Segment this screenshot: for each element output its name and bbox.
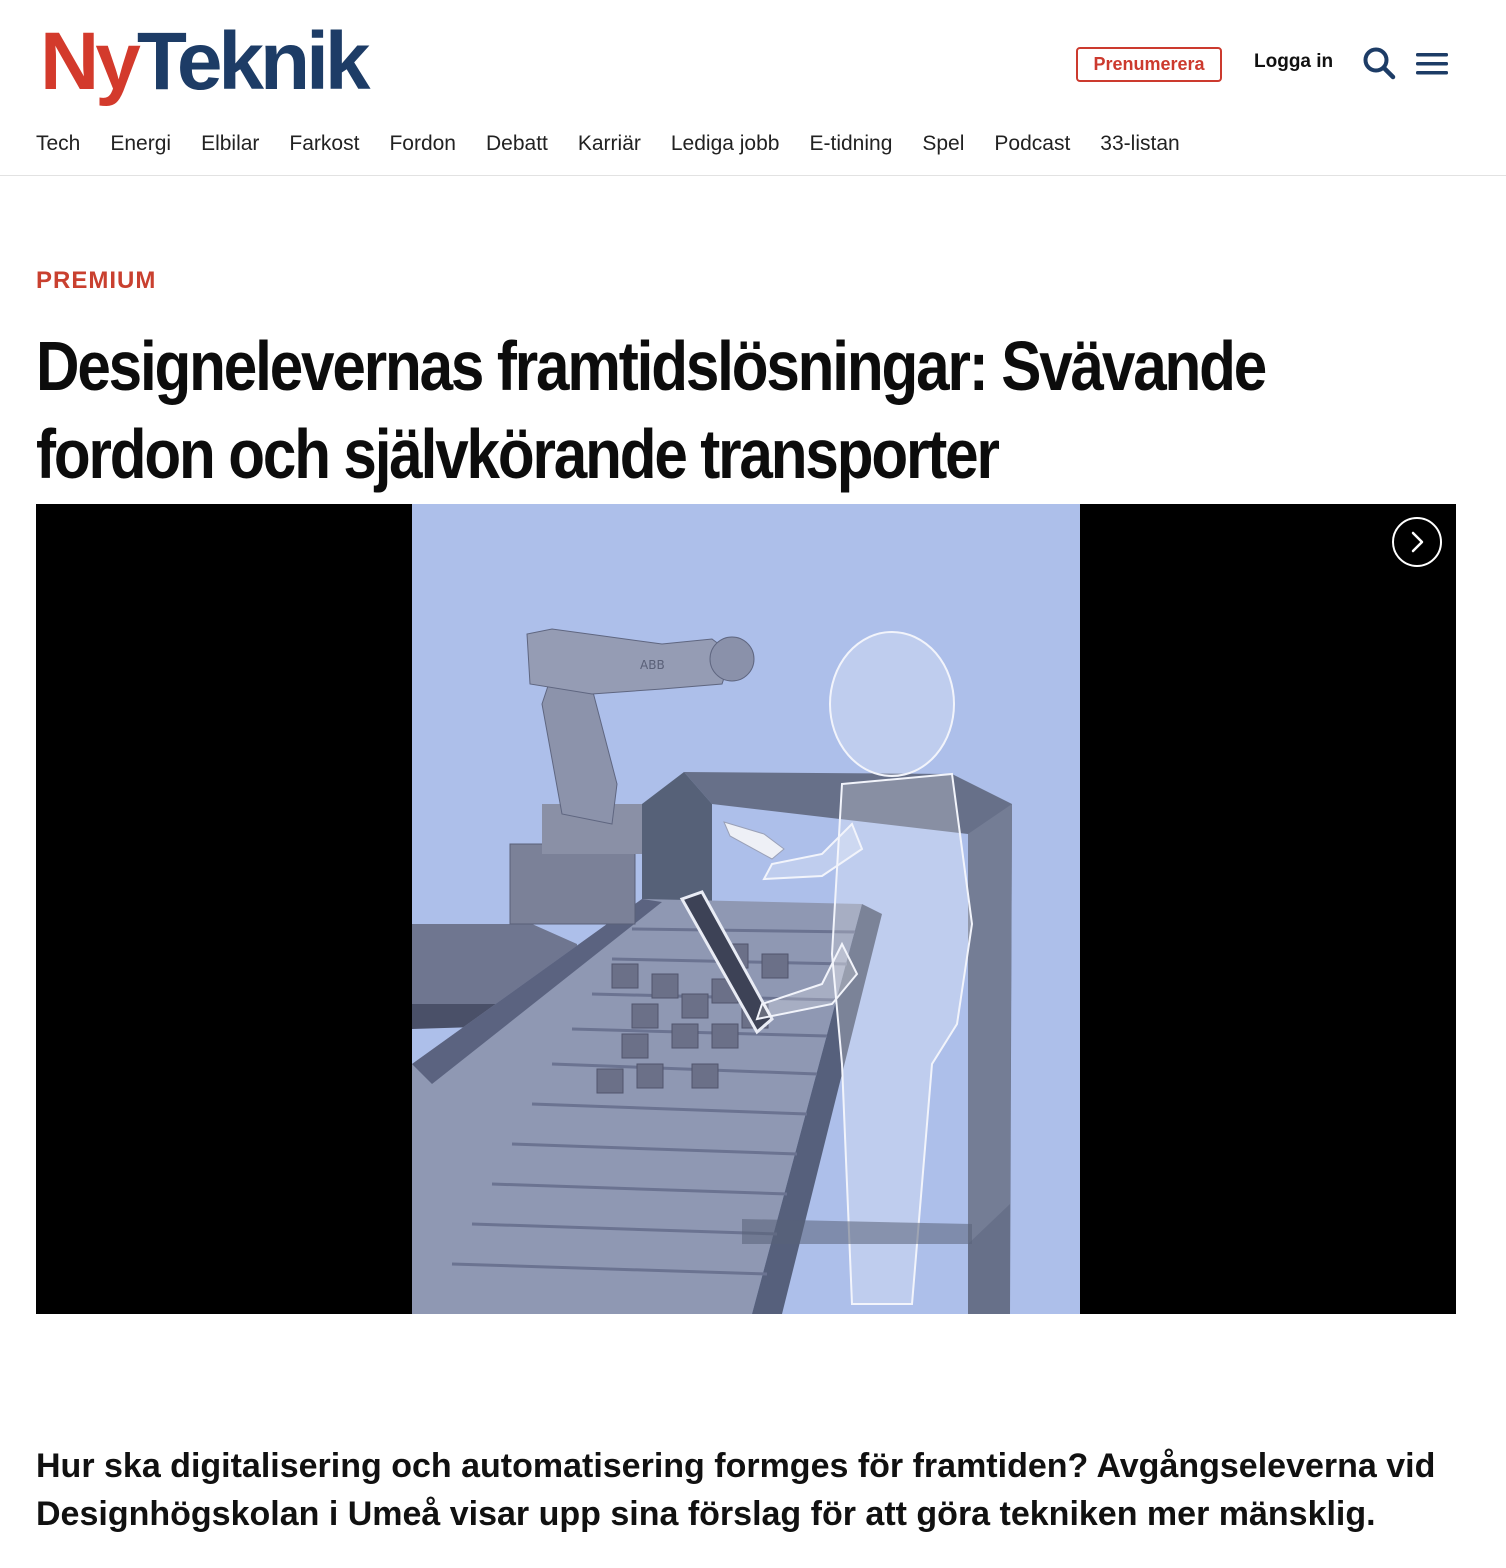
chevron-right-icon <box>1394 519 1440 565</box>
nyteknik-logo[interactable] <box>40 18 367 106</box>
logo-ny: Ny <box>40 16 137 107</box>
gallery-next-button[interactable] <box>1392 517 1442 567</box>
premium-label: PREMIUM <box>36 267 157 294</box>
nav-item-fordon[interactable]: Fordon <box>389 132 456 155</box>
article-image-gallery[interactable] <box>36 504 1456 1314</box>
headline-line-1: Designelevernas framtidslösningar: Svävande <box>36 327 1266 405</box>
nav-item-33-listan[interactable]: 33-listan <box>1100 132 1180 155</box>
logo-teknik: Teknik <box>136 16 367 107</box>
hamburger-menu-icon[interactable] <box>1415 50 1449 78</box>
nav-item-lediga-jobb[interactable]: Lediga jobb <box>670 132 780 155</box>
robot-brand-label: ABB <box>640 658 665 672</box>
subscribe-button[interactable]: Prenumerera <box>1076 47 1222 82</box>
login-link[interactable]: Logga in <box>1254 51 1334 72</box>
site-header <box>0 0 1506 176</box>
nav-item-debatt[interactable]: Debatt <box>485 132 548 155</box>
nav-item-e-tidning[interactable]: E-tidning <box>809 132 893 155</box>
article-lede: Hur ska digitalisering och automatisering formges för framtiden? Avgångseleverna vid Designhögskolan i Umeå visar upp sina förslag för att göra tekniken mer mänsklig. <box>36 1447 1436 1533</box>
article-headline <box>36 322 1266 498</box>
search-icon[interactable] <box>1362 46 1396 80</box>
robot-illustration-image <box>412 504 1080 1314</box>
nav-item-podcast[interactable]: Podcast <box>994 132 1071 155</box>
nav-item-tech[interactable]: Tech <box>36 132 81 155</box>
nav-item-elbilar[interactable]: Elbilar <box>201 132 260 155</box>
section-nav <box>36 128 1210 160</box>
nav-item-energi[interactable]: Energi <box>110 132 172 155</box>
nav-item-karriar[interactable]: Karriär <box>577 132 641 155</box>
nav-item-farkost[interactable]: Farkost <box>289 132 360 155</box>
nav-item-spel[interactable]: Spel <box>922 132 965 155</box>
headline-line-2: fordon och självkörande transporter <box>36 415 998 493</box>
